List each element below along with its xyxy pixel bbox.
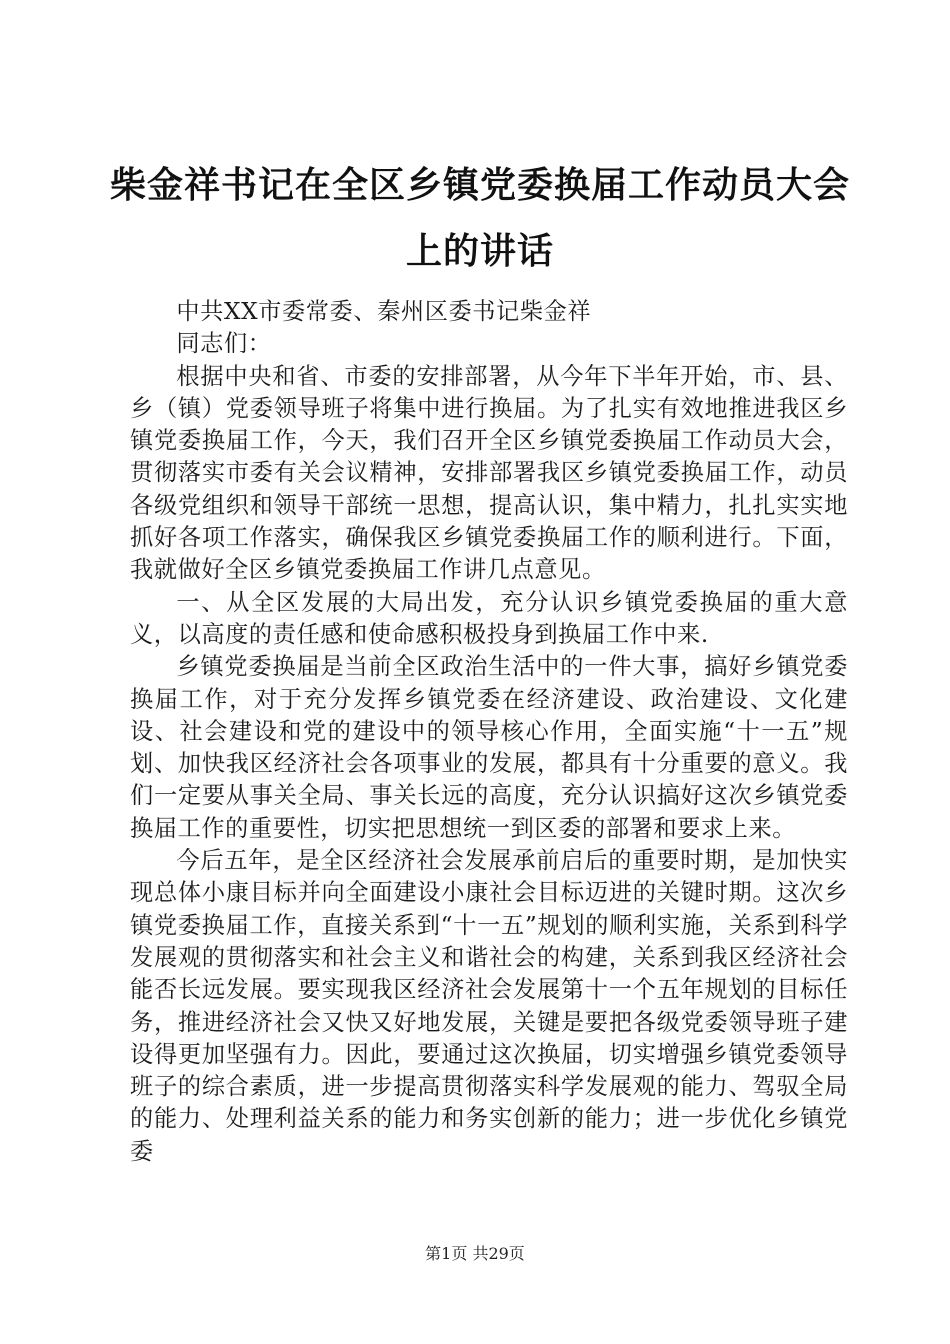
- salutation: 同志们：: [176, 330, 272, 358]
- author-line: 中共XX市委常委、秦州区委书记柴金祥: [176, 298, 592, 325]
- paragraph: 根据中央和省、市委的安排部署，从今年下半年开始，市、县、乡（镇）党委领导班子将集中进行换届。为了扎实有效地推进我区乡镇党委换届工作，今天，我们召开全区乡镇党委换届工作动员大会，贯彻落实市委有关会议精神，安排部署我区乡镇党委换届工作，动员各级党组织和领导干部统一思想，提高认识，集中精力，扎扎实实地抓好各项工作落实，确保我区乡镇党委换届工作的顺利进行。下面，我就做好全区乡镇党委换届工作讲几点意见。: [130, 362, 848, 584]
- document-title: 柴金祥书记在全区乡镇党委换届工作动员大会上的讲话: [109, 164, 850, 272]
- document-body: [130, 296, 848, 1168]
- paragraph: 今后五年，是全区经济社会发展承前启后的重要时期，是加快实现总体小康目标并向全面建设小康社会目标迈进的关键时期。这次乡镇党委换届工作，直接关系到“十一五”规划的顺利实施，关系到科学发展观的贯彻落实和社会主义和谐社会的构建，关系到我区经济社会能否长远发展。要实现我区经济社会发展第十一个五年规划的目标任务，推进经济社会又快又好地发展，关键是要把各级党委领导班子建设得更加坚强有力。因此，要通过这次换届，切实增强乡镇党委领导班子的综合素质，进一步提高贯彻落实科学发展观的能力、驾驭全局的能力、处理利益关系的能力和务实创新的能力；进一步优化乡镇党委: [130, 847, 848, 1165]
- paragraph: 乡镇党委换届是当前全区政治生活中的一件大事，搞好乡镇党委换届工作，对于充分发挥乡镇党委在经济建设、政治建设、文化建设、社会建设和党的建设中的领导核心作用，全面实施“十一五”规划、加快我区经济社会各项事业的发展，都具有十分重要的意义。我们一定要从事关全局、事关长远的高度，充分认识搞好这次乡镇党委换届工作的重要性，切实把思想统一到区委的部署和要求上来。: [130, 653, 848, 842]
- page-footer: 第1页 共29页: [425, 1244, 525, 1263]
- section-heading: 一、从全区发展的大局出发，充分认识乡镇党委换届的重大意义，以高度的责任感和使命感积极投身到换届工作中来.: [130, 588, 848, 648]
